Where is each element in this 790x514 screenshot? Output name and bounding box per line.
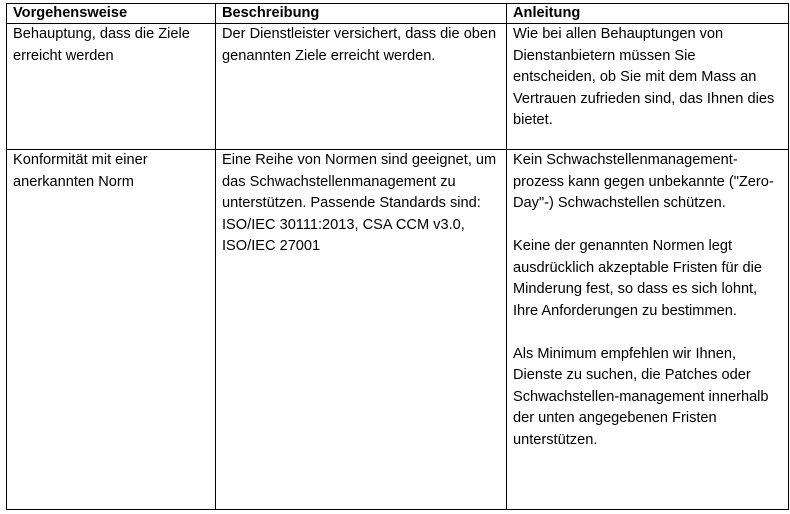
approach-text: Behauptung, dass die Ziele erreicht werden xyxy=(13,26,190,64)
header-guidance: Anleitung xyxy=(507,4,789,24)
guidance-table xyxy=(6,3,789,510)
description-cell xyxy=(216,24,507,150)
guidance-cell xyxy=(507,24,789,150)
description-text: Der Dienstleister versichert, dass die oben genannten Ziele erreicht werden. xyxy=(222,26,497,64)
guidance-paragraph: Kein Schwachstellenmanagement-prozess kann gegen unbekannte ("Zero-Day"-) Schwachstellen schützen. xyxy=(513,152,774,211)
approach-cell xyxy=(7,150,216,510)
approach-text: Konformität mit einer anerkannten Norm xyxy=(13,152,148,190)
header-approach: Vorgehensweise xyxy=(7,4,216,24)
table-header-row xyxy=(7,4,789,24)
guidance-paragraph: Keine der genannten Normen legt ausdrücklich akzeptable Fristen für die Minderung fest, so dass es sich lohnt, Ihre Anforderungen zu bestimmen. xyxy=(513,238,763,319)
guidance-paragraph: Wie bei allen Behauptungen von Dienstanbietern müssen Sie entscheiden, ob Sie mit dem Mass an Vertrauen zufrieden sind, das Ihnen dies bietet. xyxy=(513,26,775,128)
description-cell xyxy=(216,150,507,510)
guidance-paragraph: Als Minimum empfehlen wir Ihnen, Dienste zu suchen, die Patches oder Schwachstellen-management innerhalb der unten angegebenen Fristen unterstützen. xyxy=(513,345,769,448)
guidance-cell xyxy=(507,150,789,510)
approach-cell xyxy=(7,24,216,150)
table-row xyxy=(7,150,789,510)
table-row xyxy=(7,24,789,150)
header-description: Beschreibung xyxy=(216,4,507,24)
description-text: Eine Reihe von Normen sind geeignet, um das Schwachstellenmanagement zu unterstützen. Passende Standards sind: ISO/IEC 30111:2013, CSA CCM v3.0, ISO/IEC 27001 xyxy=(222,152,497,254)
